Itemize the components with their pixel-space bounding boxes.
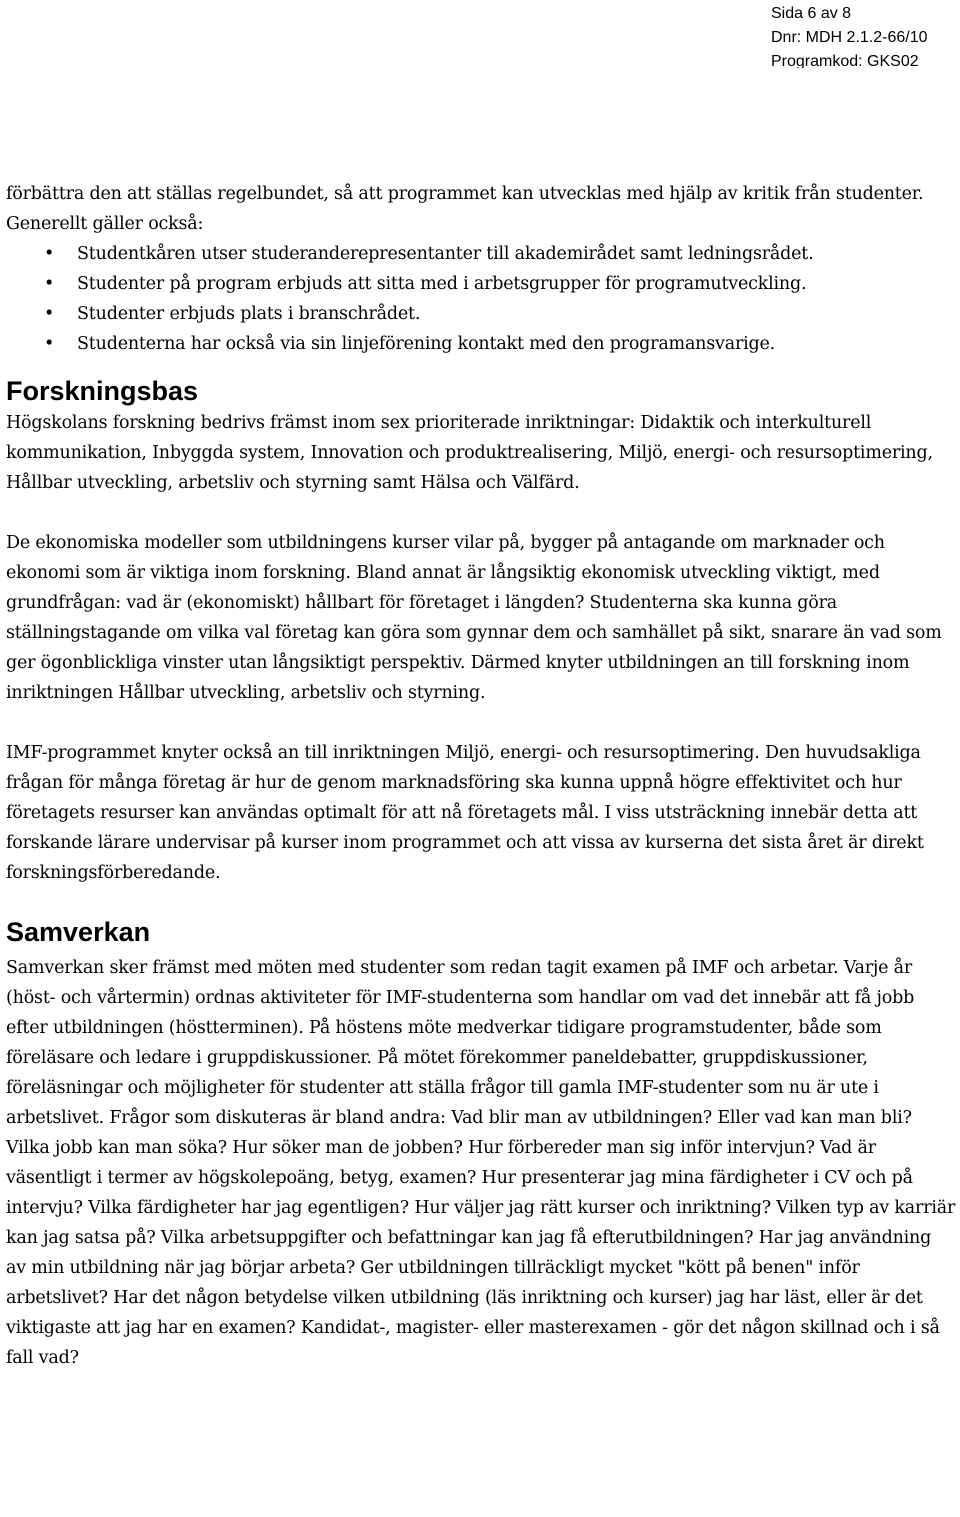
list-item <box>6 299 956 329</box>
list-item-text: Studentkåren utser studeranderepresentanter till akademirådet samt ledningsrådet. <box>77 244 814 264</box>
samverkan-paragraph: Samverkan sker främst med möten med studenter som redan tagit examen på IMF och arbetar. Varje år (höst- och vårtermin) ordnas aktiviteter för IMF-studenterna som handlar om vad det innebär att få jobb efter utbildningen (höstterminen). På höstens möte medverkar tidigare programstudenter, både som föreläsare och ledare i gruppdiskussioner. På mötet förekommer paneldebatter, gruppdiskussioner, föreläsningar och möjligheter för studenter att ställa frågor till gamla IMF-studenter som nu är ute i arbetslivet. Frågor som diskuteras är bland andra: Vad blir man av utbildningen? Eller vad kan man bli? Vilka jobb kan man söka? Hur söker man de jobben? Hur förbereder man sig inför intervjun? Vad är väsentligt i termer av högskolepoäng, betyg, examen? Hur presenterar jag mina färdigheter i CV och på intervju? Vilka färdigheter har jag egentligen? Hur väljer jag rätt kurser och inriktning? Vilken typ av karriär kan jag satsa på? Vilka arbetsuppgifter och befattningar kan jag få efterutbildningen? Har jag användning av min utbildning när jag börjar arbeta? Ger utbildningen tillräckligt mycket "kött på benen" inför arbetslivet? Har det någon betydelse vilken utbildning (läs inriktning och kurser) jag har läst, eller är det viktigaste att jag har en examen? Kandidat-, magister- eller masterexamen - gör det någon skillnad och i så fall vad? <box>6 958 956 1368</box>
list-item <box>6 239 956 269</box>
bullet-icon: • <box>44 274 55 294</box>
bullet-list <box>6 239 956 359</box>
bullet-icon: • <box>44 304 55 324</box>
forskningsbas-paragraph-2: De ekonomiska modeller som utbildningens kurser vilar på, bygger på antagande om marknader och ekonomi som är viktiga inom forskning. Bland annat är långsiktig ekonomisk utveckling viktigt, med grundfrågan: vad är (ekonomiskt) hållbart för företaget i längden? Studenterna ska kunna göra ställningstagande om vilka val företag kan göra som gynnar dem och samhället på sikt, snarare än vad som ger ögonblickliga vinster utan långsiktigt perspektiv. Därmed knyter utbildningen an till forskning inom inriktningen Hållbar utveckling, arbetsliv och styrning. <box>6 533 942 703</box>
forskningsbas-heading: Forskningsbas <box>6 376 199 406</box>
document-number: Dnr: MDH 2.1.2-66/10 <box>771 29 928 46</box>
program-code: Programkod: GKS02 <box>771 53 919 68</box>
bullet-icon: • <box>44 334 55 354</box>
page-header <box>771 2 960 68</box>
samverkan-heading: Samverkan <box>6 917 151 947</box>
forskningsbas-paragraph-1: Högskolans forskning bedrivs främst inom sex prioriterade inriktningar: Didaktik och interkulturell kommunikation, Inbyggda system, Innovation och produktrealisering, Miljö, energi- och resursoptimering, Hållbar utveckling, arbetsliv och styrning samt Hälsa och Välfärd. <box>6 413 933 493</box>
list-item <box>6 329 956 359</box>
list-item-text: Studenter erbjuds plats i branschrådet. <box>77 304 421 324</box>
forskningsbas-paragraph-3: IMF-programmet knyter också an till inriktningen Miljö, energi- och resursoptimering. Den huvudsakliga frågan för många företag är hur de genom marknadsföring ska kunna uppnå högre effektivitet och hur företagets resurser kan användas optimalt för att nå företagets mål. I viss utsträckning innebär detta att forskande lärare undervisar på kurser inom programmet och att vissa av kurserna det sista året är direkt forskningsförberedande. <box>6 743 924 883</box>
intro-paragraph: förbättra den att ställas regelbundet, så att programmet kan utvecklas med hjälp av kritik från studenter. Generellt gäller också: <box>6 184 924 234</box>
bullet-icon: • <box>44 244 55 264</box>
list-item <box>6 269 956 299</box>
list-item-text: Studenter på program erbjuds att sitta med i arbetsgrupper för programutveckling. <box>77 274 807 294</box>
page-number: Sida 6 av 8 <box>771 5 852 22</box>
list-item-text: Studenterna har också via sin linjeförening kontakt med den programansvarige. <box>77 334 776 354</box>
document-body <box>6 179 956 1373</box>
